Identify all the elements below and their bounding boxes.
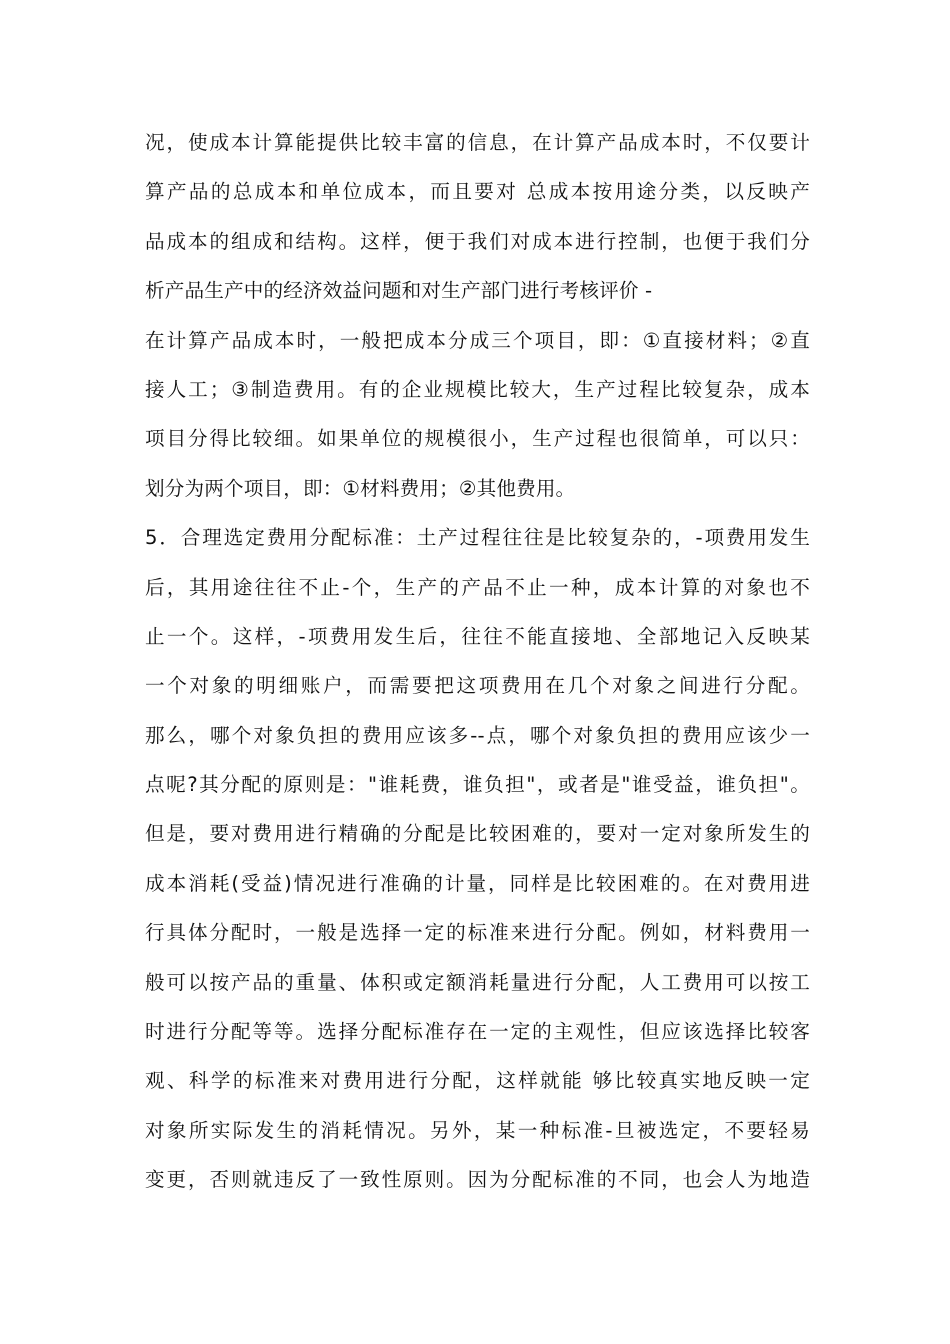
text-line: 对象所实际发生的消耗情况。另外，某一种标准-旦被选定，不要轻易 bbox=[145, 1118, 810, 1142]
text-line: 况，使成本计算能提供比较丰富的信息，在计算产品成本时，不仅要计 bbox=[145, 131, 810, 154]
text-line: 一个对象的明细账户，而需要把这项费用在几个对象之间进行分配。 bbox=[145, 674, 810, 698]
text-line: 点呢?其分配的原则是："谁耗费，谁负担"，或者是"谁受益，谁负担"。 bbox=[145, 773, 810, 797]
text-line: 品成本的组成和结构。这样，便于我们对成本进行控制，也便于我们分 bbox=[145, 229, 810, 253]
text-line: 5．合理选定费用分配标准：土产过程往往是比较复杂的，-项费用发生 bbox=[145, 526, 810, 550]
text-line: 变更，否则就违反了一致性原则。因为分配标准的不同，也会人为地造 bbox=[145, 1168, 810, 1192]
text-line: 行具体分配时，一般是选择一定的标准来进行分配。例如，材料费用一 bbox=[145, 921, 810, 945]
text-line: 后，其用途往往不止-个，生产的产品不止一种，成本计算的对象也不 bbox=[145, 575, 810, 599]
text-line: 算产品的总成本和单位成本，而且要对 总成本按用途分类，以反映产 bbox=[145, 180, 810, 204]
text-line: 项目分得比较细。如果单位的规模很小，生产过程也很简单，可以只： bbox=[145, 427, 810, 451]
text-line: 成本消耗(受益)情况进行准确的计量，同样是比较困难的。在对费用进 bbox=[145, 871, 810, 895]
document-body bbox=[145, 118, 810, 1205]
text-line: 观、科学的标准来对费用进行分配，这样就能 够比较真实地反映一定 bbox=[145, 1069, 810, 1093]
text-line: 划分为两个项目，即：①材料费用；②其他费用。 bbox=[145, 476, 576, 500]
text-line: 止一个。这样，-项费用发生后，往往不能直接地、全部地记入反映某 bbox=[145, 624, 810, 648]
text-line: 在计算产品成本时，一般把成本分成三个项目，即：①直接材料；②直 bbox=[145, 328, 810, 352]
text-line: 时进行分配等等。选择分配标准存在一定的主观性，但应该选择比较客 bbox=[145, 1020, 810, 1044]
text-line: 接人工；③制造费用。有的企业规模比较大，生产过程比较复杂，成本 bbox=[145, 377, 810, 401]
text-line: 那么，哪个对象负担的费用应该多--点，哪个对象负担的费用应该少一 bbox=[145, 723, 810, 747]
text-line: 析产品生产中的经济效益问题和对生产部门进行考核评价 - bbox=[145, 279, 653, 303]
text-line: 般可以按产品的重量、体积或定额消耗量进行分配，人工费用可以按工 bbox=[145, 970, 810, 994]
text-line: 但是，要对费用进行精确的分配是比较困难的，要对一定对象所发生的 bbox=[145, 822, 810, 846]
